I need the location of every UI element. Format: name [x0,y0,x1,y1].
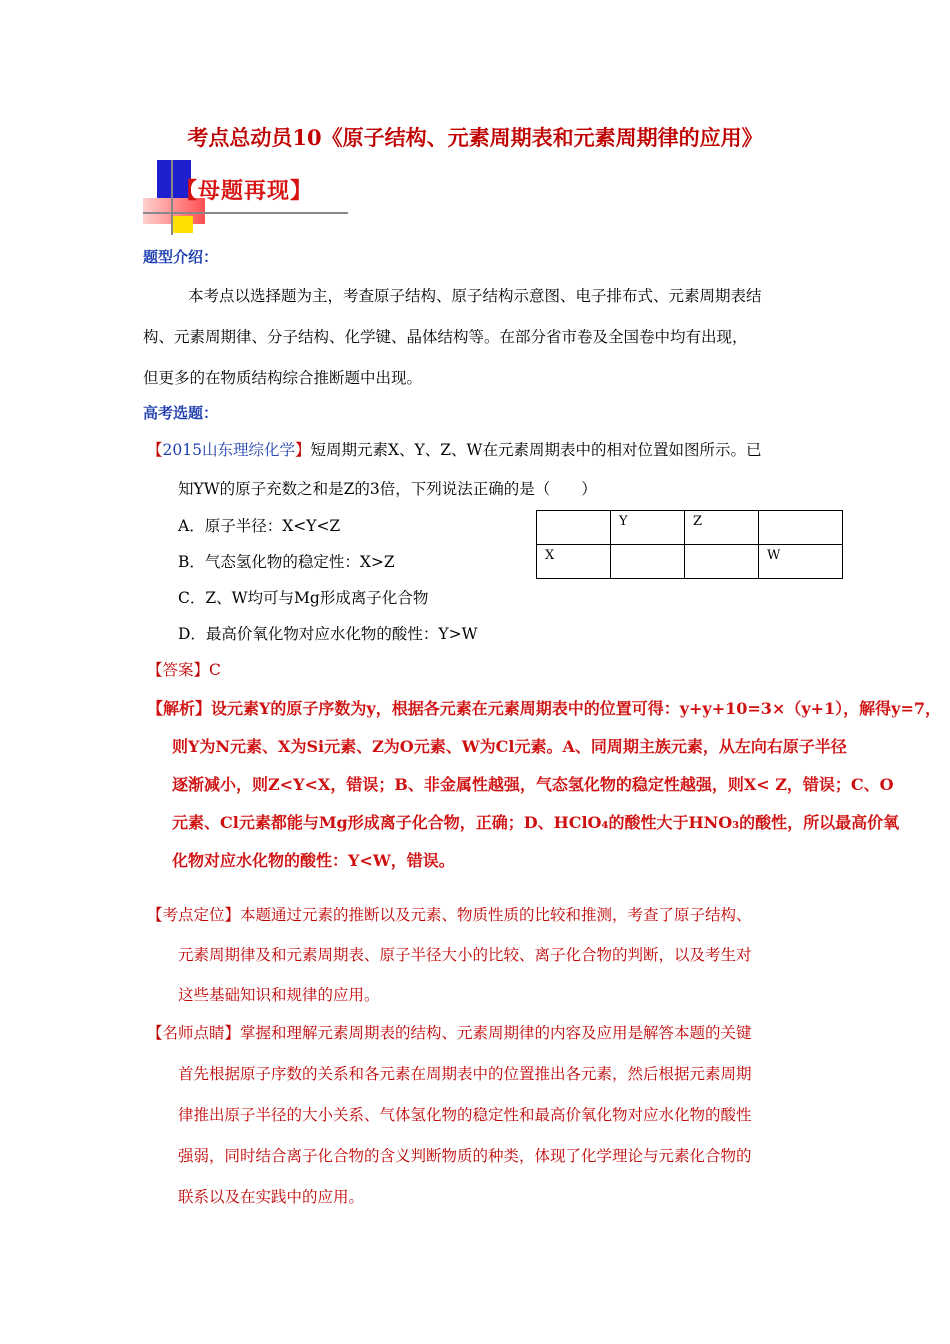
analysis-line-2: 则Y为N元素、X为Si元素、Z为O元素、W为Cl元素。A、同周期主族元素，从左向右原子半径 [172,737,847,756]
source-bracket-close: 】 [294,441,311,459]
position-line-1: 【考点定位】本题通过元素的推断以及元素、物质性质的比较和推测，考查了原子结构、 [147,906,752,924]
page-title: 考点总动员10《原子结构、元素周期表和元素周期律的应用》 [187,125,763,150]
question-line-2: 知YW的原子充数之和是Z的3倍，下列说法正确的是（ ） [178,480,597,498]
question-text-1: 短周期元素X、Y、Z、W在元素周期表中的相对位置如图所示。已 [310,441,762,459]
banner-horizontal-line [143,212,348,214]
table-cell [759,511,843,545]
option-b: B．气态氢化物的稳定性：X>Z [178,553,395,571]
answer-value: C [209,661,221,679]
table-cell: Z [685,511,759,545]
table-row [537,545,843,579]
table-cell [611,545,685,579]
banner-text: 【母题再现】 [175,178,314,204]
option-d: D．最高价氧化物对应水化物的酸性：Y>W [178,625,478,643]
exam-heading: 高考选题： [143,404,219,422]
question-line-1 [147,438,761,460]
answer-label: 【答案】 [147,661,210,679]
tips-line-3: 律推出原子半径的大小关系、气体氢化物的稳定性和最高价氧化物对应水化物的酸性 [178,1106,752,1124]
source-bracket-open: 【 [147,441,163,459]
tips-line-2: 首先根据原子序数的关系和各元素在周期表中的位置推出各元素，然后根据元素周期 [178,1065,752,1083]
position-line-2: 元素周期律及和元素周期表、原子半径大小的比较、离子化合物的判断，以及考生对 [178,946,752,964]
intro-line-1: 本考点以选择题为主，考查原子结构、原子结构示意图、电子排布式、元素周期表结 [188,287,762,305]
analysis-line-3: 逐渐减小，则Z<Y<X，错误；B、非金属性越强，气态氢化物的稳定性越强，则X< Z，错误；C、O [172,775,894,794]
table-cell: X [537,545,611,579]
intro-line-2: 构、元素周期律、分子结构、化学键、晶体结构等。在部分省市卷及全国卷中均有出现， [143,328,748,346]
intro-heading: 题型介绍： [143,248,219,266]
analysis-line-1: 【解析】设元素Y的原子序数为y，根据各元素在元素周期表中的位置可得：y+y+10=3×（y+1），解得y=7， [147,699,942,718]
answer [147,658,221,680]
option-a: A．原子半径：X<Y<Z [178,517,341,535]
banner-yellow-block [171,216,193,233]
banner-logo [143,160,348,235]
tips-line-5: 联系以及在实践中的应用。 [178,1188,365,1206]
tips-line-4: 强弱，同时结合离子化合物的含义判断物质的种类，体现了化学理论与元素化合物的 [178,1147,752,1165]
table-row [537,511,843,545]
intro-line-3: 但更多的在物质结构综合推断题中出现。 [143,369,423,387]
table-cell [537,511,611,545]
source-label: 2015山东理综化学 [162,441,295,459]
position-line-3: 这些基础知识和规律的应用。 [178,986,380,1004]
analysis-line-5: 化物对应水化物的酸性：Y<W，错误。 [172,851,455,870]
periodic-position-table [536,510,843,579]
banner-vertical-line [171,160,173,235]
option-c: C．Z、W均可与Mg形成离子化合物 [178,589,429,607]
table-cell: W [759,545,843,579]
analysis-line-4: 元素、Cl元素都能与Mg形成离子化合物，正确；D、HClO₄的酸性大于HNO₃的酸性，所以最高价氧 [172,813,900,832]
tips-line-1: 【名师点睛】掌握和理解元素周期表的结构、元素周期律的内容及应用是解答本题的关键 [147,1024,752,1042]
table-cell [685,545,759,579]
table-cell: Y [611,511,685,545]
